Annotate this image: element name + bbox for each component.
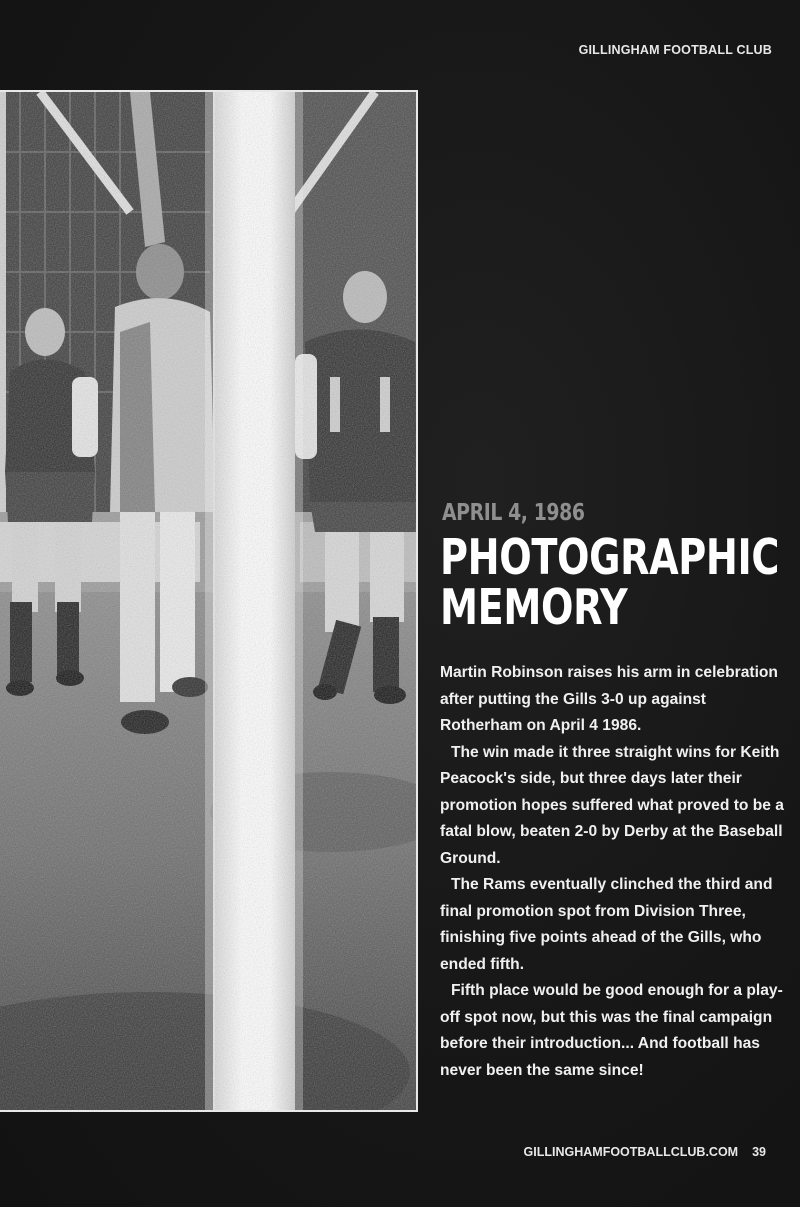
- match-photograph: [0, 90, 418, 1112]
- article-headline: [440, 529, 780, 636]
- page-number: 39: [752, 1145, 766, 1159]
- page-footer: [524, 1145, 766, 1159]
- paragraph-1: Martin Robinson raises his arm in celebration after putting the Gills 3-0 up against Rotherham on April 4 1986.: [440, 664, 778, 734]
- photo-illustration: [0, 92, 418, 1112]
- footer-website: GILLINGHAMFOOTBALLCLUB.COM: [523, 1145, 739, 1159]
- paragraph-3: The Rams eventually clinched the third and final promotion spot from Division Three, finishing five points ahead of the Gills, who ended fifth.: [440, 876, 773, 973]
- headline-line-1: PHOTOGRAPHIC: [440, 529, 780, 586]
- article-body: [440, 660, 790, 1084]
- paragraph-2: The win made it three straight wins for Keith Peacock's side, but three days later their promotion hopes suffered what proved to be a fatal blow, beaten 2-0 by Derby at the Baseball Ground.: [440, 743, 784, 867]
- article-date: APRIL 4, 1986: [442, 500, 585, 526]
- running-header: GILLINGHAM FOOTBALL CLUB: [578, 43, 772, 57]
- paragraph-4: Fifth place would be good enough for a play-off spot now, but this was the final campaign before their introduction... And football has never been the same since!: [440, 982, 783, 1079]
- headline-line-2: MEMORY: [440, 579, 628, 636]
